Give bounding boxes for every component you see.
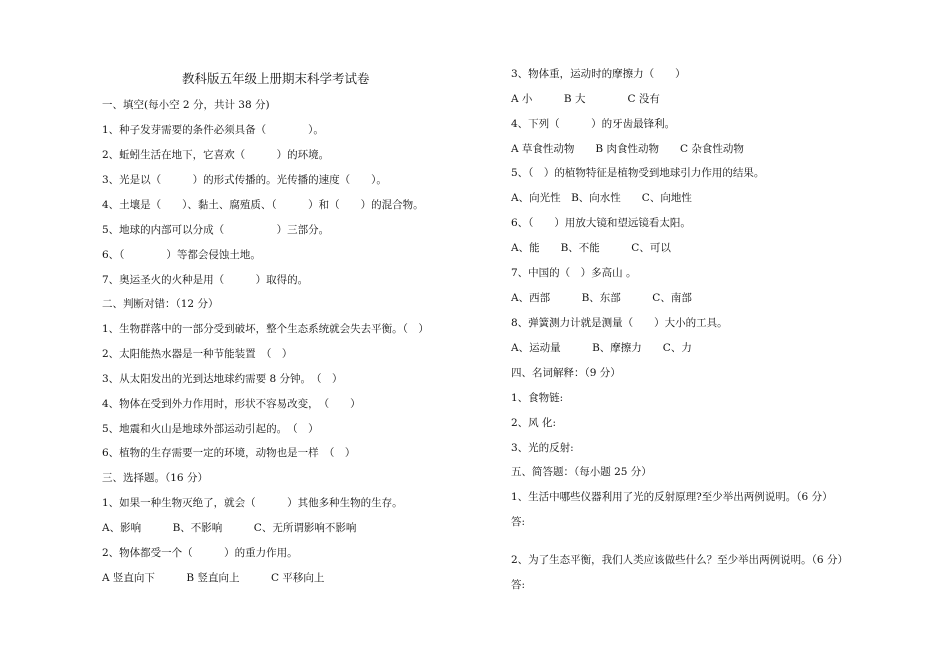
left-line-4: 3、光是以（ ）的形式传播的。光传播的速度（ ）。 [102, 174, 387, 186]
right-line-15: 2、风 化: [511, 417, 557, 429]
page-title: 教科版五年级上册期末科学考试卷 [182, 71, 370, 86]
left-line-8: 7、奥运圣火的火种是用（ ）取得的。 [102, 274, 309, 286]
left-line-11: 2、太阳能热水器是一种节能装置 （ ） [102, 348, 293, 360]
left-line-5: 4、土壤是（ ）、黏土、腐殖质、（ ）和（ ）的混合物。 [102, 199, 424, 211]
right-line-20: 2、为了生态平衡，我们人类应该做些什么？至少举出两例说明。（6 分） [511, 554, 848, 566]
left-line-6: 5、地球的内部可以分成（ ）三部分。 [102, 224, 330, 236]
right-line-12: A、运动量 B、摩擦力 C、力 [511, 342, 692, 354]
left-line-18: A、影响 B、不影响 C、无所谓影响不影响 [102, 522, 357, 534]
right-line-11: 8、弹簧测力计就是测量（ ）大小的工具。 [511, 317, 728, 329]
right-line-3: 4、下列（ ）的牙齿最锋利。 [511, 118, 676, 130]
left-line-1: 一、填空(每小空 2 分，共计 38 分) [102, 99, 270, 111]
right-line-10: A、西部 B、东部 C、南部 [511, 292, 692, 304]
right-line-2: A 小 B 大 C 没有 [511, 93, 660, 105]
right-line-17: 五、简答题：（每小题 25 分） [511, 466, 652, 478]
right-line-4: A 草食性动物 B 肉食性动物 C 杂食性动物 [511, 143, 744, 155]
left-line-20: A 竖直向下 B 竖直向上 C 平移向上 [102, 572, 325, 584]
right-line-9: 7、中国的（ ）多高山 。 [511, 267, 637, 279]
right-line-19: 答: [511, 516, 526, 528]
right-line-18: 1、生活中哪些仪器利用了光的反射原理?至少举出两例说明。（6 分） [511, 491, 833, 503]
right-line-8: A、能 B、不能 C、可以 [511, 242, 671, 254]
right-line-14: 1、食物链: [511, 392, 564, 404]
right-line-7: 6、（ ）用放大镜和望远镜看太阳。 [511, 217, 691, 229]
left-line-16: 三、选择题。（16 分） [102, 472, 208, 484]
left-line-17: 1、如果一种生物灭绝了，就会（ ）其他多种生物的生存。 [102, 497, 403, 509]
right-line-1: 3、物体重，运动时的摩擦力（ ） [511, 68, 686, 80]
right-line-13: 四、名词解释：（9 分） [511, 367, 621, 379]
right-line-6: A、向光性 B、向水性 C、向地性 [511, 192, 692, 204]
right-line-21: 答: [511, 579, 526, 591]
left-line-14: 5、地震和火山是地球外部运动引起的。 （ ） [102, 423, 319, 435]
right-line-16: 3、光的反射: [511, 442, 574, 454]
left-line-2: 1、种子发芽需要的条件必须具备（ ）。 [102, 124, 324, 136]
left-line-15: 6、植物的生存需要一定的环境，动物也是一样 （ ） [102, 447, 356, 459]
left-line-12: 3、从太阳发出的光到达地球约需要 8 分钟。 （ ） [102, 373, 343, 385]
right-line-5: 5、（ ）的植物特征是植物受到地球引力作用的结果。 [511, 167, 765, 179]
left-line-13: 4、物体在受到外力作用时，形状不容易改变， （ ） [102, 398, 361, 410]
left-line-19: 2、物体都受一个（ ）的重力作用。 [102, 547, 298, 559]
left-line-9: 二、判断对错：（12 分） [102, 298, 219, 310]
left-line-7: 6、（ ）等都会侵蚀土地。 [102, 249, 261, 261]
left-line-10: 1、生物群落中的一部分受到破坏，整个生态系统就会失去平衡。（ ） [102, 323, 429, 335]
left-line-3: 2、蚯蚓生活在地下，它喜欢（ ）的环境。 [102, 149, 330, 161]
